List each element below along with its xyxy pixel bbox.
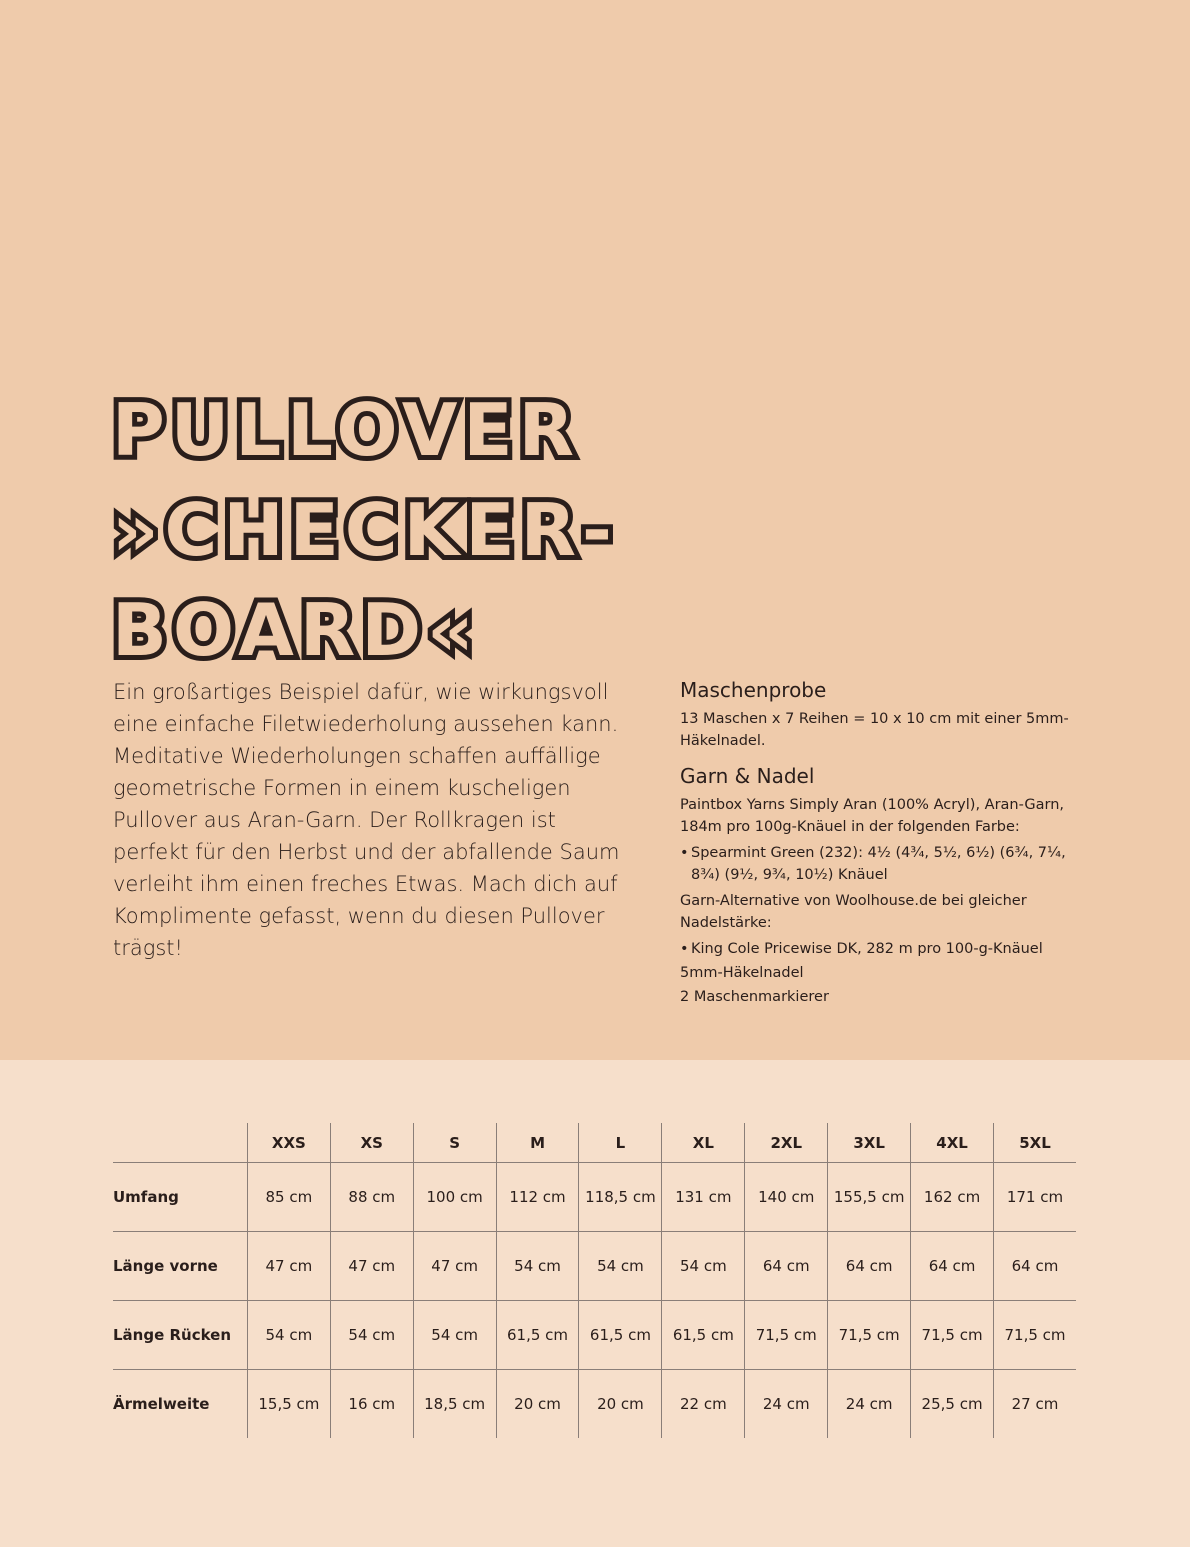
size-header: 4XL	[911, 1123, 994, 1163]
table-cell: 54 cm	[413, 1301, 496, 1370]
size-header: 3XL	[828, 1123, 911, 1163]
size-header: S	[413, 1123, 496, 1163]
table-cell: 64 cm	[828, 1232, 911, 1301]
table-cell: 47 cm	[247, 1232, 330, 1301]
materials-column	[680, 676, 1080, 1008]
corner-cell	[113, 1123, 247, 1163]
table-cell: 16 cm	[330, 1370, 413, 1439]
table-cell: 118,5 cm	[579, 1163, 662, 1232]
table-cell: 112 cm	[496, 1163, 579, 1232]
table-row	[113, 1163, 1076, 1232]
table-cell: 15,5 cm	[247, 1370, 330, 1439]
title-line-3: BOARD«	[112, 588, 480, 672]
size-header: L	[579, 1123, 662, 1163]
table-cell: 64 cm	[911, 1232, 994, 1301]
title-line-2: »CHECKER-	[112, 488, 618, 572]
row-label: Länge Rücken	[113, 1326, 232, 1344]
table-cell: 171 cm	[994, 1163, 1077, 1232]
markers-text: 2 Maschenmarkierer	[680, 989, 829, 1005]
table-cell: 47 cm	[413, 1232, 496, 1301]
row-label: Ärmelweite	[113, 1395, 210, 1413]
row-label: Länge vorne	[113, 1257, 218, 1275]
table-cell: 24 cm	[745, 1370, 828, 1439]
pattern-title	[112, 380, 618, 680]
yarn-text: Paintbox Yarns Simply Aran (100% Acryl), Aran-Garn, 184m pro 100g-Knäuel in der folgenden Farbe:	[680, 797, 1065, 835]
table-cell: 22 cm	[662, 1370, 745, 1439]
table-cell: 20 cm	[496, 1370, 579, 1439]
table-row	[113, 1301, 1076, 1370]
table-cell: 54 cm	[662, 1232, 745, 1301]
size-header: XS	[330, 1123, 413, 1163]
size-table	[113, 1123, 1076, 1438]
gauge-heading: Maschenprobe	[680, 678, 827, 702]
table-cell: 155,5 cm	[828, 1163, 911, 1232]
size-header: 2XL	[745, 1123, 828, 1163]
table-cell: 24 cm	[828, 1370, 911, 1439]
size-header: 5XL	[994, 1123, 1077, 1163]
table-cell: 61,5 cm	[496, 1301, 579, 1370]
table-cell: 27 cm	[994, 1370, 1077, 1439]
table-cell: 100 cm	[413, 1163, 496, 1232]
table-cell: 85 cm	[247, 1163, 330, 1232]
table-cell: 61,5 cm	[579, 1301, 662, 1370]
title-line-1: PULLOVER	[112, 388, 581, 472]
table-cell: 54 cm	[496, 1232, 579, 1301]
table-cell: 71,5 cm	[994, 1301, 1077, 1370]
gauge-text: 13 Maschen x 7 Reihen = 10 x 10 cm mit einer 5mm-Häkelnadel.	[680, 711, 1069, 749]
size-header: XL	[662, 1123, 745, 1163]
alt-yarn-item: • King Cole Pricewise DK, 282 m pro 100-g-Knäuel	[680, 938, 1080, 960]
table-cell: 162 cm	[911, 1163, 994, 1232]
size-header: XXS	[247, 1123, 330, 1163]
table-cell: 25,5 cm	[911, 1370, 994, 1439]
table-cell: 64 cm	[994, 1232, 1077, 1301]
table-cell: 54 cm	[330, 1301, 413, 1370]
table-cell: 18,5 cm	[413, 1370, 496, 1439]
table-row	[113, 1370, 1076, 1439]
yarn-color-item: • Spearmint Green (232): 4½ (4¾, 5½, 6½) (6¾, 7¼, 8¾) (9½, 9¾, 10½) Knäuel	[680, 842, 1080, 886]
size-header-row	[113, 1123, 1076, 1163]
alt-yarn-heading: Garn-Alternative von Woolhouse.de bei gleicher Nadelstärke:	[680, 893, 1027, 931]
hook-text: 5mm-Häkelnadel	[680, 965, 804, 981]
table-cell: 20 cm	[579, 1370, 662, 1439]
table-cell: 140 cm	[745, 1163, 828, 1232]
row-label: Umfang	[113, 1188, 179, 1206]
intro-text: Ein großartiges Beispiel dafür, wie wirkungsvoll eine einfache Filetwiederholung aussehen kann. Meditative Wiederholungen schaffen auffällige geometrische Formen in einem kuscheligen Pullover aus Aran-Garn. Der Rollkragen ist perfekt für den Herbst und der abfallende Saum verleiht ihm einen freches Etwas. Mach dich auf Komplimente gefasst, wenn du diesen Pullover trägst!	[113, 680, 620, 960]
table-cell: 54 cm	[579, 1232, 662, 1301]
table-cell: 71,5 cm	[911, 1301, 994, 1370]
table-cell: 54 cm	[247, 1301, 330, 1370]
table-cell: 47 cm	[330, 1232, 413, 1301]
table-cell: 64 cm	[745, 1232, 828, 1301]
table-row	[113, 1232, 1076, 1301]
table-cell: 131 cm	[662, 1163, 745, 1232]
materials-heading: Garn & Nadel	[680, 764, 815, 788]
table-cell: 71,5 cm	[828, 1301, 911, 1370]
table-cell: 61,5 cm	[662, 1301, 745, 1370]
table-cell: 88 cm	[330, 1163, 413, 1232]
table-cell: 71,5 cm	[745, 1301, 828, 1370]
size-header: M	[496, 1123, 579, 1163]
